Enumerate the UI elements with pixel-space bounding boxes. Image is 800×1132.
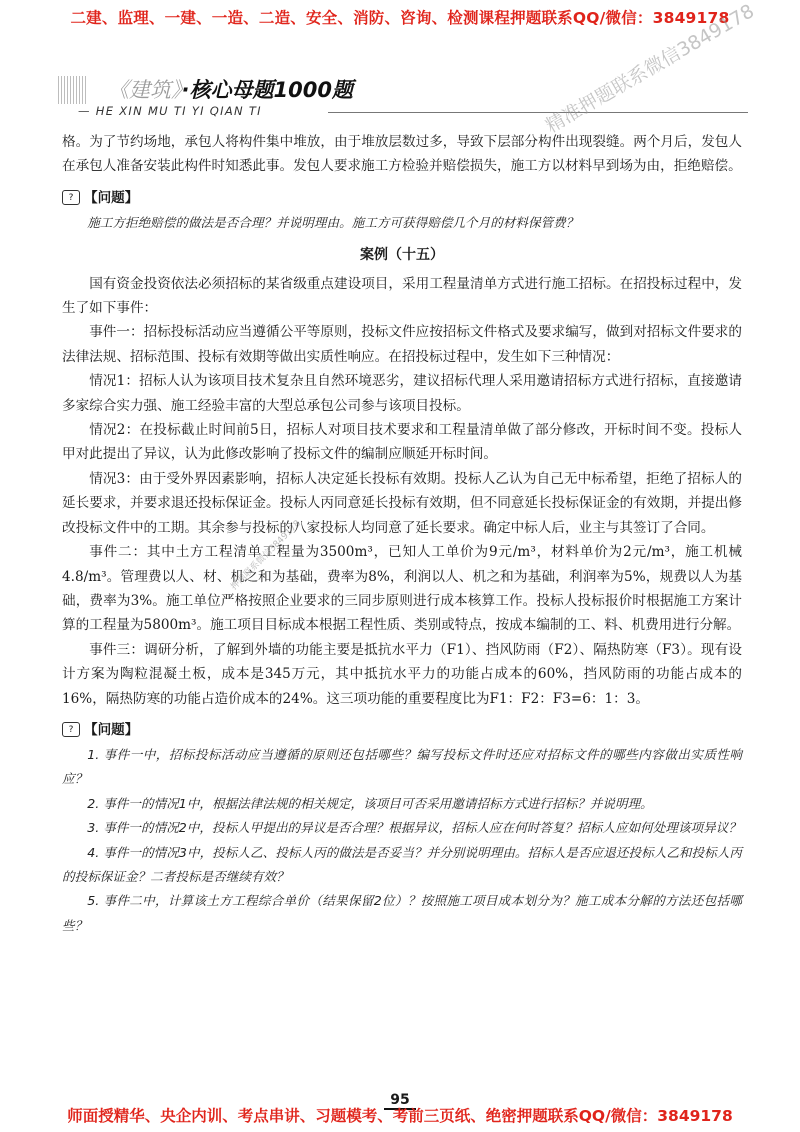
question-item: 5. 事件二中，计算该土方工程综合单价（结果保留2位）？按照施工项目成本划分为？施工成本分解的方法还包括哪些？ [62, 893, 742, 933]
case-title: 案例（十五） [360, 247, 444, 264]
question-item: 4. 事件一的情况3中，投标人乙、投标人丙的做法是否妥当？并分别说明理由。招标人是否应退还投标人乙和投标人丙的投标保证金？二者投标是否继续有效？ [62, 844, 742, 884]
bottom-promo-banner: 师面授精华、央企内训、考点串讲、习题模考、考前三页纸、绝密押题联系QQ/微信：3849178 [67, 1107, 733, 1125]
case-paragraph: 情况2：在投标截止时间前5日，招标人对项目技术要求和工程量清单做了部分修改，开标时间不变。投标人甲对此提出了异议，认为此修改影响了投标文件的编制应顺延开标时间。 [62, 422, 742, 463]
question-item: 3. 事件一的情况2中，投标人甲提出的异议是否合理？根据异议，招标人应在何时答复？招标人应如何处理该项异议？ [87, 820, 741, 836]
book-title [108, 74, 353, 104]
book-series: 《建筑》 [108, 78, 182, 102]
question-heading [62, 185, 742, 211]
top-promo-banner: 二建、监理、一建、一造、二造、安全、消防、咨询、检测课程押题联系QQ/微信：3849178 [70, 9, 730, 27]
watermark: 精准押题联系微信3849178 [542, 0, 758, 138]
watermark-small: 押题联系微信3849178 [229, 518, 303, 593]
question-label: 【问题】 [84, 721, 139, 738]
header-rule [328, 112, 748, 113]
intro-paragraph: 格。为了节约场地，承包人将构件集中堆放，由于堆放层数过多，导致下层部分构件出现裂缝。两个月后，发包人在承包人准备安装此构件时知悉此事。发包人要求施工方检验并赔偿损失，施工方以材料早到场为由，拒绝赔偿。 [62, 134, 742, 175]
question-heading [62, 717, 742, 743]
case-paragraph: 国有资金投资依法必须招标的某省级重点建设项目，采用工程量清单方式进行施工招标。在招投标过程中，发生了如下事件： [62, 275, 742, 317]
case-paragraph: 情况1：招标人认为该项目技术复杂且自然环境恶劣，建议招标代理人采用邀请招标方式进行招标，直接邀请多家综合实力强、施工经验丰富的大型总承包公司参与该项目投标。 [62, 373, 742, 414]
page-number-text: 95 [384, 1092, 415, 1110]
question-icon: ? [62, 722, 80, 737]
question-item: 1. 事件一中，招标投标活动应当遵循的原则还包括哪些？编写投标文件时还应对招标文件的哪些内容做出实质性响应？ [62, 746, 742, 787]
question-icon: ? [62, 190, 80, 205]
header-decoration [58, 76, 88, 104]
question-item: 2. 事件一的情况1中，根据法律法规的相关规定，该项目可否采用邀请招标方式进行招标？并说明理。 [87, 795, 653, 811]
case-paragraph: 事件二：其中土方工程清单工程量为3500m³，已知人工单价为9元/m³，材料单价为2元/m³，施工机械4.8/m³。管理费以人、材、机之和为基础，费率为8%，利润以人、机之和为基础，利润率为5%，规费以人为基础，费率为3%。施工单位严格按照企业要求的三同步原则进行成本核算工作。投标人投标报价时根据施工方案计算的工程量为5800m³。施工项目目标成本根据工程性质、类别或特点，按成本编制的工、料、机费用进行分解。 [62, 544, 742, 634]
case-paragraph: 事件三：调研分析，了解到外墙的功能主要是抵抗水平力（F1）、挡风防雨（F2）、隔热防寒（F3）。现有设计方案为陶粒混凝土板，成本是345万元，其中抵抗水平力的功能占成本的60%，挡风防雨的功能占成本的16%，隔热防寒的功能占造价成本的24%。这三项功能的重要程度比为F1：F2：F3=6：1：3。 [62, 641, 742, 707]
book-title-pinyin: — HE XIN MU TI YI QIAN TI [78, 104, 262, 118]
page-content [62, 130, 742, 938]
case-paragraph: 情况3：由于受外界因素影响，招标人决定延长投标有效期。投标人乙认为自己无中标希望，拒绝了招标人的延长要求，并要求退还投标保证金。投标人丙同意延长投标有效期，但不同意延长投标保证金的有效期，并提出修改投标文件中的工期。其余参与投标的八家投标人均同意了延长要求。确定中标人后，业主与其签订了合同。 [62, 470, 742, 536]
case-paragraph: 事件一：招标投标活动应当遵循公平等原则，投标文件应按招标文件格式及要求编写，做到对招标文件要求的法律法规、招标范围、投标有效期等做出实质性响应。在招投标过程中，发生如下三种情况： [62, 324, 742, 365]
question-label: 【问题】 [84, 189, 139, 206]
book-title-text: ·核心母题1000题 [181, 78, 353, 102]
question-text: 施工方拒绝赔偿的做法是否合理？并说明理由。施工方可获得赔偿几个月的材料保管费？ [87, 214, 579, 230]
